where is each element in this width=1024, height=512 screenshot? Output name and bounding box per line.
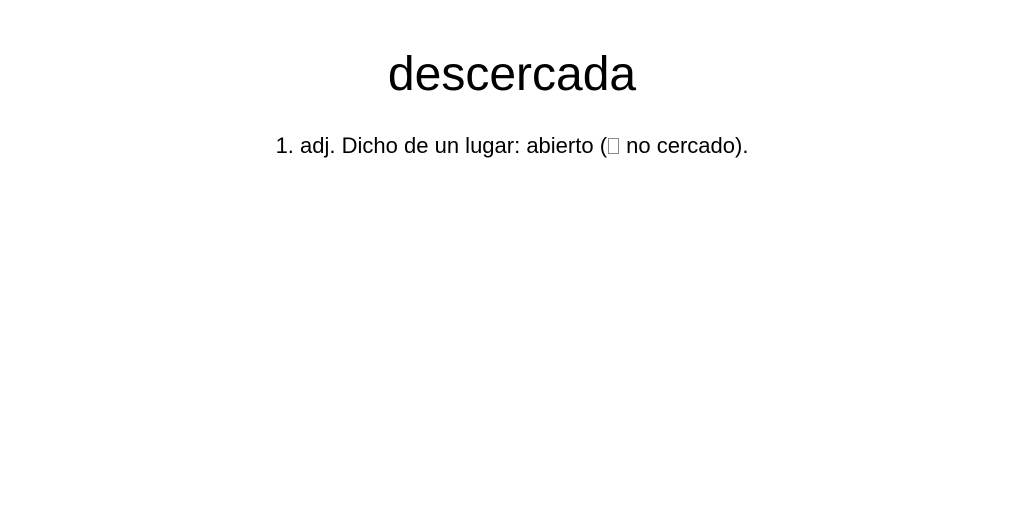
missing-glyph-box-icon — [608, 138, 619, 154]
part-of-speech: adj. — [300, 133, 336, 158]
sense-number: 1. — [275, 133, 294, 158]
definition-line — [0, 131, 1024, 161]
headword: descercada — [387, 48, 637, 101]
definition-text-before: Dicho de un lugar: abierto ( — [341, 133, 608, 158]
definition-text-after: no cercado). — [620, 133, 749, 158]
